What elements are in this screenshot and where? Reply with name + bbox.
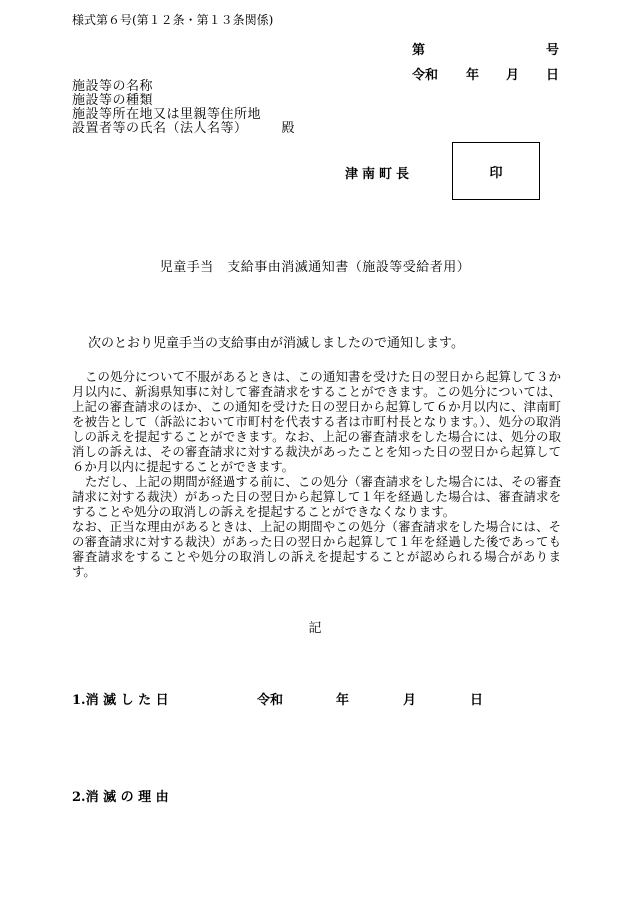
appeal-notice xyxy=(72,369,561,579)
item1-label: 1.消 滅 し た 日 xyxy=(72,693,169,708)
seal-label: 印 xyxy=(489,165,503,181)
facility-type-label: 施設等の種類 xyxy=(72,93,154,108)
seal-box xyxy=(452,142,540,200)
item1-day: 日 xyxy=(470,693,484,708)
notice-paragraph-1: この処分について不服があるときは、この通知書を受けた日の翌日から起算して３か月以内に、新潟県知事に対して審査請求をすることができます。この処分については、上記の審査請求のほか、この通知を受けた日の翌日から起算して６か月以内に、津南町を被告として（訴訟において市町村を代表する者は市町村長となります。）、処分の取消しの訴えを提起することができます。なお、上記の審査請求をした場合には、処分の取消しの訴えは、その審査請求に対する裁決があったことを知った日の翌日から起算して６か月以内に提起することができます。 xyxy=(72,369,561,474)
date-year: 年 xyxy=(466,68,480,83)
facility-name-label: 施設等の名称 xyxy=(72,79,154,94)
facility-address-label: 施設等所在地又は里親等住所地 xyxy=(72,107,262,122)
doc-number-prefix: 第 xyxy=(412,43,426,58)
form-label: 様式第６号(第１２条・第１３条関係) xyxy=(72,13,274,27)
item1-era: 令和 xyxy=(257,693,284,708)
doc-number-suffix: 号 xyxy=(546,43,560,58)
operator-name-label: 設置者等の氏名（法人名等） 殿 xyxy=(72,121,296,136)
notice-paragraph-2: ただし、上記の期間が経過する前に、この処分（審査請求をした場合には、その審査請求に対する裁決）があった日の翌日から起算して１年を経過した場合は、審査請求をすることや処分の取消しの訴えを提起することができなくなります。 xyxy=(72,474,561,519)
item1-month: 月 xyxy=(403,693,417,708)
date-month: 月 xyxy=(506,68,520,83)
ki-heading: 記 xyxy=(308,621,322,636)
document-title: 児童手当 支給事由消滅通知書（施設等受給者用） xyxy=(159,260,471,275)
mayor-title: 津南町長 xyxy=(345,167,414,182)
intro-text: 次のとおり児童手当の支給事由が消滅しましたので通知します。 xyxy=(88,336,464,351)
item2-label: 2.消 滅 の 理 由 xyxy=(72,790,169,805)
item1-year: 年 xyxy=(336,693,350,708)
notice-paragraph-3: なお、正当な理由があるときは、上記の期間やこの処分（審査請求をした場合には、その審査請求に対する裁決）があった日の翌日から起算して１年を経過した後であっても審査請求をすることや処分の取消しの訴えを提起することが認められる場合があります。 xyxy=(72,519,561,579)
date-era: 令和 xyxy=(412,68,439,83)
date-day: 日 xyxy=(546,68,560,83)
